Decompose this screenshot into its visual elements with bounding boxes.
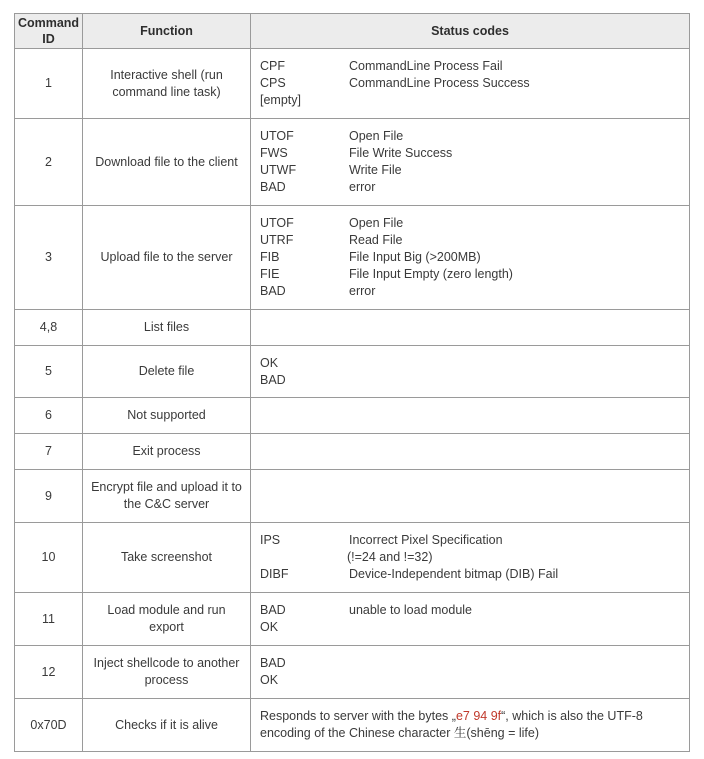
status-code-line xyxy=(260,532,683,549)
status-code-description: Device-Independent bitmap (DIB) Fail xyxy=(349,567,559,581)
status-code: BAD xyxy=(260,603,286,617)
status-code: UTOF xyxy=(260,216,294,230)
command-id-cell: 9 xyxy=(15,470,83,523)
status-code-description: Read File xyxy=(349,233,403,247)
status-code-line xyxy=(260,232,683,249)
status-code: UTRF xyxy=(260,233,294,247)
status-codes-cell xyxy=(251,49,690,119)
status-code: BAD xyxy=(260,284,286,298)
command-id-cell: 7 xyxy=(15,434,83,470)
status-code-description: unable to load module xyxy=(349,603,473,617)
command-id-cell: 1 xyxy=(15,49,83,119)
function-cell: Download file to the client xyxy=(83,119,251,206)
status-codes-cell xyxy=(251,398,690,434)
status-code: UTWF xyxy=(260,163,297,177)
table-row xyxy=(15,398,690,434)
header-function: Function xyxy=(83,14,251,49)
command-id-cell: 5 xyxy=(15,346,83,398)
response-bytes-highlight: e7 94 9f xyxy=(455,709,502,723)
status-code: CPS xyxy=(260,76,286,90)
command-table-container xyxy=(14,13,689,752)
status-code-line xyxy=(260,75,683,92)
status-codes-cell xyxy=(251,699,690,752)
table-header-row xyxy=(15,14,690,49)
status-code-line xyxy=(260,283,683,300)
table-row xyxy=(15,523,690,593)
table-row xyxy=(15,119,690,206)
function-cell: Inject shellcode to another process xyxy=(83,646,251,699)
status-codes-cell xyxy=(251,206,690,310)
status-code: [empty] xyxy=(260,93,301,107)
table-row xyxy=(15,699,690,752)
command-id-cell: 4,8 xyxy=(15,310,83,346)
status-code-line xyxy=(260,92,683,109)
function-cell: Load module and run export xyxy=(83,593,251,646)
alive-response-text xyxy=(260,708,683,742)
status-code-description: (!=24 and !=32) xyxy=(347,550,433,564)
table-row xyxy=(15,646,690,699)
status-code-description: Open File xyxy=(349,129,404,143)
status-codes-cell xyxy=(251,434,690,470)
function-cell: Delete file xyxy=(83,346,251,398)
command-id-cell: 10 xyxy=(15,523,83,593)
status-code-line xyxy=(260,372,683,389)
status-code-description: File Input Empty (zero length) xyxy=(349,267,513,281)
function-cell: Take screenshot xyxy=(83,523,251,593)
command-id-cell: 3 xyxy=(15,206,83,310)
status-code-line xyxy=(260,162,683,179)
status-codes-cell xyxy=(251,593,690,646)
status-code-description: File Write Success xyxy=(349,146,453,160)
function-cell: Interactive shell (run command line task) xyxy=(83,49,251,119)
function-cell: Encrypt file and upload it to the C&C server xyxy=(83,470,251,523)
status-code-line xyxy=(260,566,683,583)
header-status-codes: Status codes xyxy=(251,14,690,49)
command-id-cell: 2 xyxy=(15,119,83,206)
status-codes-cell xyxy=(251,119,690,206)
status-code-line xyxy=(260,58,683,75)
status-code-line xyxy=(260,672,683,689)
status-code-description: Open File xyxy=(349,216,404,230)
status-code: CPF xyxy=(260,59,285,73)
table-row xyxy=(15,470,690,523)
table-row xyxy=(15,346,690,398)
status-code: OK xyxy=(260,620,279,634)
status-code: BAD xyxy=(260,656,286,670)
status-code-description: error xyxy=(349,180,376,194)
status-code-line xyxy=(260,355,683,372)
status-code: FIE xyxy=(260,267,280,281)
table-row xyxy=(15,49,690,119)
status-code-line xyxy=(260,128,683,145)
status-code-line xyxy=(260,249,683,266)
command-id-cell: 6 xyxy=(15,398,83,434)
status-codes-cell xyxy=(251,470,690,523)
status-code-line xyxy=(260,179,683,196)
status-code-description: Write File xyxy=(349,163,402,177)
status-code-description: CommandLine Process Success xyxy=(349,76,530,90)
status-code-description: CommandLine Process Fail xyxy=(349,59,503,73)
status-code: DIBF xyxy=(260,567,289,581)
table-row xyxy=(15,310,690,346)
status-code: FWS xyxy=(260,146,288,160)
function-cell: Exit process xyxy=(83,434,251,470)
status-code-line xyxy=(260,602,683,619)
command-id-cell: 0x70D xyxy=(15,699,83,752)
status-code-line xyxy=(260,619,683,636)
status-code-line xyxy=(260,549,683,566)
status-code xyxy=(260,549,347,566)
response-text-after: “, which is also the UTF-8 encoding of the Chinese character 生(shēng = life) xyxy=(260,709,643,740)
status-code: UTOF xyxy=(260,129,294,143)
status-code-line xyxy=(260,266,683,283)
status-code-line xyxy=(260,145,683,162)
status-code: IPS xyxy=(260,533,281,547)
status-codes-cell xyxy=(251,346,690,398)
status-code: BAD xyxy=(260,372,286,387)
function-cell: Upload file to the server xyxy=(83,206,251,310)
table-row xyxy=(15,206,690,310)
header-command-id: Command ID xyxy=(15,14,83,49)
status-code-description: File Input Big (>200MB) xyxy=(349,250,481,264)
table-row xyxy=(15,434,690,470)
status-code-line xyxy=(260,655,683,672)
status-code: FIB xyxy=(260,250,280,264)
status-codes-cell xyxy=(251,310,690,346)
command-id-cell: 11 xyxy=(15,593,83,646)
status-code: OK xyxy=(260,673,279,687)
table-row xyxy=(15,593,690,646)
status-code: OK xyxy=(260,355,279,370)
table-body xyxy=(15,49,690,752)
status-code: BAD xyxy=(260,180,286,194)
status-code-line xyxy=(260,215,683,232)
status-code-description: Incorrect Pixel Specification xyxy=(349,533,503,547)
status-codes-cell xyxy=(251,523,690,593)
response-text-before: Responds to server with the bytes „ xyxy=(260,709,456,723)
command-status-table xyxy=(14,13,690,752)
function-cell: List files xyxy=(83,310,251,346)
status-code-description: error xyxy=(349,284,376,298)
function-cell: Not supported xyxy=(83,398,251,434)
status-codes-cell xyxy=(251,646,690,699)
command-id-cell: 12 xyxy=(15,646,83,699)
function-cell: Checks if it is alive xyxy=(83,699,251,752)
